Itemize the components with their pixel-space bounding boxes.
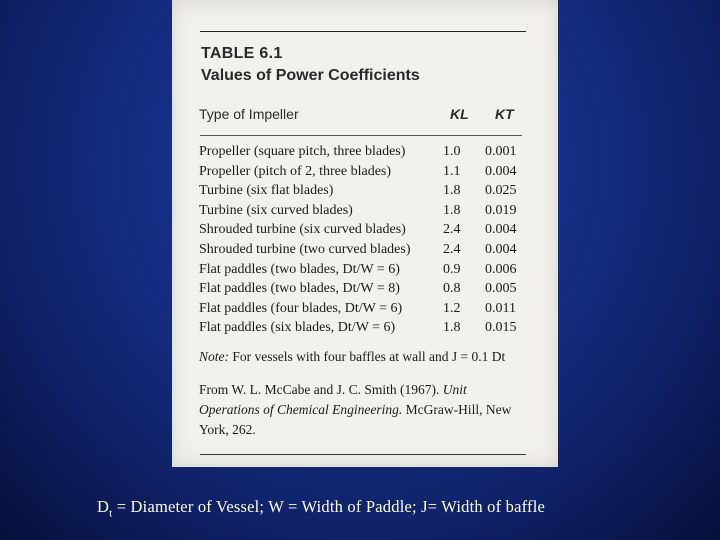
note-label: Note: — [199, 349, 229, 364]
table-note — [199, 349, 505, 365]
header-kt: KT — [495, 106, 514, 122]
kt-cell: 0.004 — [485, 241, 517, 257]
kl-cell: 2.4 — [443, 222, 461, 238]
source-book-title: Unit Operations of Chemical Engineering. — [199, 382, 467, 417]
kt-cell: 0.011 — [485, 300, 516, 316]
table-row — [199, 142, 539, 162]
impeller-cell: Flat paddles (two blades, Dt/W = 8) — [199, 281, 400, 297]
kl-cell: 1.8 — [443, 202, 461, 218]
bottom-rule — [200, 454, 526, 455]
kl-cell: 1.0 — [443, 144, 461, 159]
table-row — [199, 299, 539, 319]
slide-caption — [97, 497, 545, 519]
kl-cell: 1.8 — [443, 320, 461, 336]
kl-cell: 1.2 — [443, 300, 461, 316]
caption-symbol: D — [97, 497, 110, 516]
table-row — [199, 260, 539, 280]
table-row — [199, 162, 539, 182]
kl-cell: 1.1 — [443, 163, 461, 179]
kl-cell: 1.8 — [443, 183, 461, 199]
impeller-cell: Propeller (square pitch, three blades) — [199, 144, 406, 159]
impeller-cell: Turbine (six flat blades) — [199, 183, 334, 199]
header-type-of-impeller: Type of Impeller — [199, 106, 299, 122]
kt-cell: 0.001 — [485, 144, 517, 159]
kt-cell: 0.004 — [485, 163, 517, 179]
table-row — [199, 201, 539, 221]
table-title: Values of Power Coefficients — [201, 67, 420, 84]
impeller-cell: Flat paddles (four blades, Dt/W = 6) — [199, 300, 403, 316]
table-number: TABLE 6.1 — [201, 45, 283, 62]
kt-cell: 0.005 — [485, 281, 517, 297]
impeller-cell: Flat paddles (six blades, Dt/W = 6) — [199, 320, 396, 336]
impeller-cell: Flat paddles (two blades, Dt/W = 6) — [199, 261, 400, 277]
impeller-cell: Shrouded turbine (two curved blades) — [199, 241, 411, 257]
caption-text: = Diameter of Vessel; W = Width of Paddle; J= Width of baffle — [112, 497, 546, 516]
header-rule — [200, 135, 522, 136]
table-row — [199, 240, 539, 260]
kt-cell: 0.025 — [485, 183, 517, 199]
scanned-table-page — [172, 0, 558, 467]
header-kl: KL — [450, 106, 469, 122]
kt-cell: 0.015 — [485, 320, 517, 336]
note-text: For vessels with four baffles at wall and J = 0.1 Dt — [232, 349, 506, 364]
caption-subscript: t — [109, 507, 113, 520]
kt-cell: 0.004 — [485, 222, 517, 238]
impeller-cell: Shrouded turbine (six curved blades) — [199, 222, 406, 238]
table-row — [199, 181, 539, 201]
table-row — [199, 220, 539, 240]
source-suffix: McGraw-Hill, New York, 262. — [199, 402, 512, 437]
kl-cell: 2.4 — [443, 241, 461, 257]
kl-cell: 0.8 — [443, 281, 461, 297]
table-body — [199, 142, 539, 338]
kt-cell: 0.019 — [485, 202, 517, 218]
kl-cell: 0.9 — [443, 261, 461, 277]
table-row — [199, 318, 539, 338]
top-rule — [200, 31, 526, 32]
table-row — [199, 279, 539, 299]
table-source — [199, 380, 529, 440]
impeller-cell: Propeller (pitch of 2, three blades) — [199, 163, 392, 179]
kt-cell: 0.006 — [485, 261, 517, 277]
impeller-cell: Turbine (six curved blades) — [199, 202, 353, 218]
source-prefix: From W. L. McCabe and J. C. Smith (1967). — [199, 382, 440, 397]
